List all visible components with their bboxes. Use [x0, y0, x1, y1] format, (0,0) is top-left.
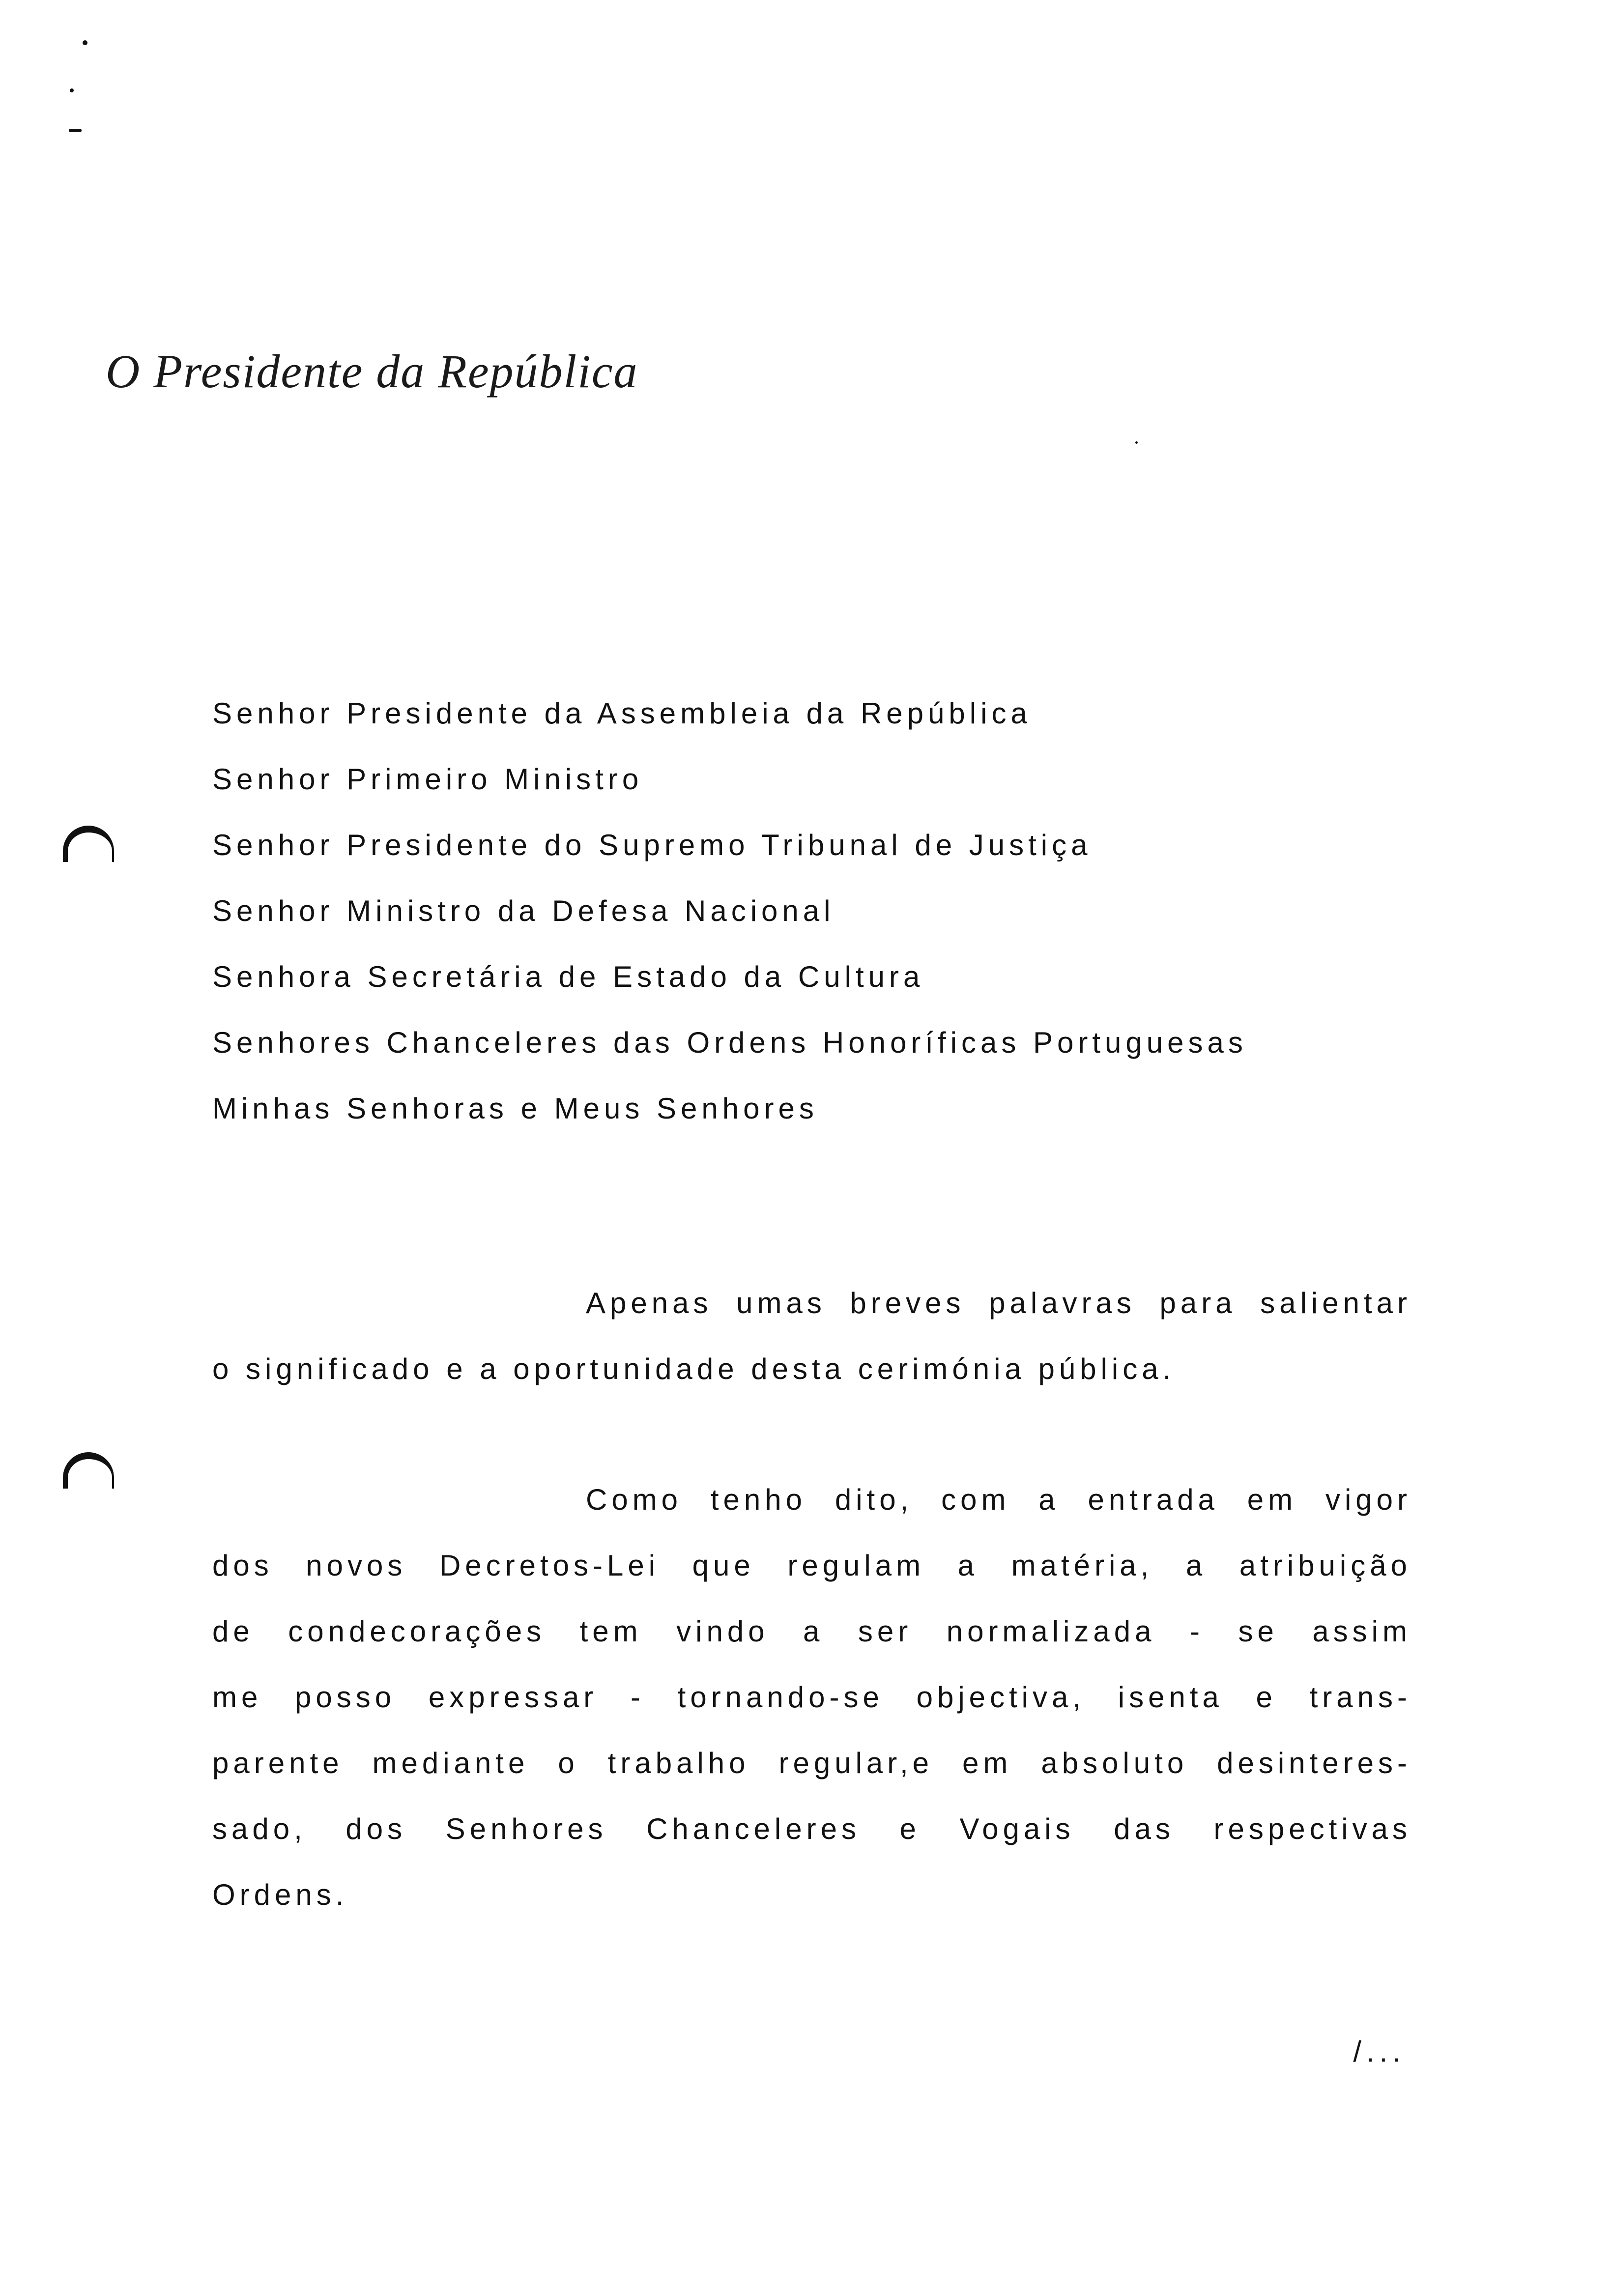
continuation-marker: /... [1353, 2035, 1406, 2068]
scan-speck [1135, 441, 1138, 444]
scan-speck [69, 129, 82, 132]
scan-speck [83, 40, 87, 45]
paragraph-line: me posso expressar - tornando-se objectiva, isenta e trans- [212, 1681, 1411, 1714]
salutation-line: Senhores Chanceleres das Ordens Honoríficas Portuguesas [212, 1026, 1247, 1059]
salutation-line: Minhas Senhoras e Meus Senhores [212, 1092, 818, 1125]
salutation-list [212, 681, 1247, 1142]
letterhead-title: O Presidente da República [106, 345, 638, 398]
paragraph-line: Como tenho dito, com a entrada em vigor [586, 1483, 1411, 1516]
salutation-line: Senhor Presidente da Assembleia da República [212, 697, 1032, 730]
paragraph-line: sado, dos Senhores Chanceleres e Vogais das respectivas [212, 1812, 1411, 1845]
salutation-line: Senhora Secretária de Estado da Cultura [212, 960, 924, 993]
paragraph-intro [212, 1270, 1411, 1402]
paragraph-line: Apenas umas breves palavras para salientar [586, 1287, 1411, 1320]
punch-hole-mark [63, 826, 114, 862]
salutation-line: Senhor Ministro da Defesa Nacional [212, 894, 835, 927]
paragraph-line: de condecorações tem vindo a ser normalizada - se assim [212, 1615, 1411, 1648]
paragraph-line: parente mediante o trabalho regular,e em absoluto desinteres- [212, 1747, 1411, 1779]
paragraph-line: dos novos Decretos-Lei que regulam a matéria, a atribuição [212, 1549, 1411, 1582]
paragraph-body [212, 1467, 1411, 1928]
paragraph-line: Ordens. [212, 1878, 348, 1911]
salutation-line: Senhor Primeiro Ministro [212, 763, 643, 796]
salutation-line: Senhor Presidente do Supremo Tribunal de Justiça [212, 829, 1092, 861]
punch-hole-mark [63, 1452, 114, 1489]
scan-speck [70, 88, 74, 92]
paragraph-line: o significado e a oportunidade desta cerimónia pública. [212, 1352, 1176, 1385]
